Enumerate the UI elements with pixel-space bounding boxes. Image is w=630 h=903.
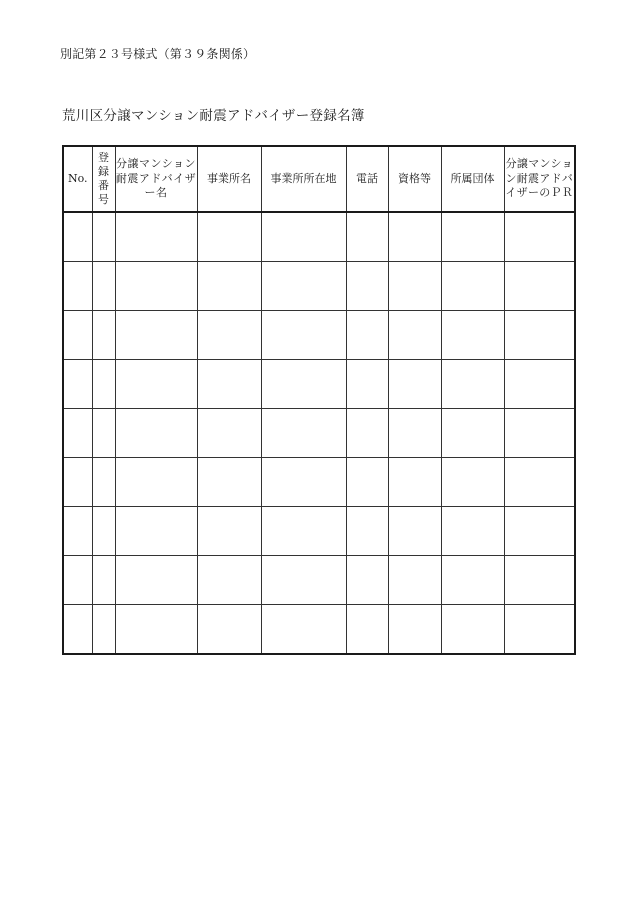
cell-registration-number — [92, 261, 115, 310]
cell-affiliated-organization — [441, 556, 504, 605]
cell-office-address — [261, 212, 346, 261]
header-registration-char: 番 — [98, 179, 109, 192]
cell-no — [63, 261, 92, 310]
cell-office-name — [197, 408, 261, 457]
cell-no — [63, 605, 92, 654]
header-office-address: 事業所所在地 — [261, 146, 346, 212]
header-advisor-name: 分譲マンション耐震アドバイザー名 — [115, 146, 197, 212]
cell-phone — [346, 310, 388, 359]
cell-advisor-name — [115, 556, 197, 605]
cell-office-name — [197, 605, 261, 654]
cell-qualifications — [388, 556, 441, 605]
cell-qualifications — [388, 359, 441, 408]
cell-office-address — [261, 556, 346, 605]
table-row — [63, 605, 575, 654]
cell-office-name — [197, 359, 261, 408]
cell-phone — [346, 556, 388, 605]
cell-no — [63, 212, 92, 261]
cell-affiliated-organization — [441, 507, 504, 556]
cell-no — [63, 359, 92, 408]
cell-office-name — [197, 212, 261, 261]
advisor-register-table — [62, 145, 576, 655]
cell-office-address — [261, 458, 346, 507]
header-no: No. — [63, 146, 92, 212]
cell-advisor-pr — [504, 605, 575, 654]
table-row — [63, 261, 575, 310]
cell-office-name — [197, 261, 261, 310]
cell-advisor-name — [115, 359, 197, 408]
cell-advisor-name — [115, 310, 197, 359]
cell-affiliated-organization — [441, 458, 504, 507]
cell-phone — [346, 458, 388, 507]
table-row — [63, 310, 575, 359]
form-reference: 別記第２３号様式（第３９条関係） — [60, 47, 256, 61]
cell-no — [63, 507, 92, 556]
table-row — [63, 458, 575, 507]
cell-office-name — [197, 458, 261, 507]
cell-advisor-name — [115, 261, 197, 310]
cell-no — [63, 458, 92, 507]
cell-registration-number — [92, 507, 115, 556]
cell-advisor-pr — [504, 556, 575, 605]
cell-affiliated-organization — [441, 359, 504, 408]
cell-phone — [346, 605, 388, 654]
cell-office-address — [261, 261, 346, 310]
cell-no — [63, 556, 92, 605]
cell-office-address — [261, 507, 346, 556]
cell-office-name — [197, 507, 261, 556]
cell-affiliated-organization — [441, 408, 504, 457]
header-affiliated-organization: 所属団体 — [441, 146, 504, 212]
cell-qualifications — [388, 458, 441, 507]
cell-registration-number — [92, 556, 115, 605]
header-registration-char: 号 — [98, 193, 109, 206]
header-registration-char: 録 — [98, 165, 109, 178]
cell-registration-number — [92, 605, 115, 654]
table-row — [63, 212, 575, 261]
cell-advisor-name — [115, 458, 197, 507]
header-registration-char: 登 — [98, 151, 109, 164]
cell-office-name — [197, 310, 261, 359]
cell-qualifications — [388, 408, 441, 457]
cell-phone — [346, 507, 388, 556]
cell-advisor-pr — [504, 458, 575, 507]
cell-qualifications — [388, 605, 441, 654]
table-row — [63, 408, 575, 457]
cell-no — [63, 310, 92, 359]
cell-phone — [346, 261, 388, 310]
header-advisor-pr: 分譲マンション耐震アドバイザーのＰＲ — [504, 146, 575, 212]
cell-registration-number — [92, 212, 115, 261]
cell-registration-number — [92, 458, 115, 507]
cell-registration-number — [92, 408, 115, 457]
cell-advisor-pr — [504, 507, 575, 556]
table-row — [63, 556, 575, 605]
cell-registration-number — [92, 310, 115, 359]
cell-phone — [346, 359, 388, 408]
cell-qualifications — [388, 212, 441, 261]
cell-no — [63, 408, 92, 457]
cell-office-address — [261, 605, 346, 654]
header-row — [63, 146, 575, 212]
cell-advisor-pr — [504, 261, 575, 310]
cell-office-name — [197, 556, 261, 605]
header-qualifications: 資格等 — [388, 146, 441, 212]
header-phone: 電話 — [346, 146, 388, 212]
cell-affiliated-organization — [441, 605, 504, 654]
cell-qualifications — [388, 261, 441, 310]
cell-office-address — [261, 359, 346, 408]
cell-advisor-name — [115, 507, 197, 556]
cell-affiliated-organization — [441, 261, 504, 310]
cell-registration-number — [92, 359, 115, 408]
cell-phone — [346, 212, 388, 261]
cell-office-address — [261, 408, 346, 457]
cell-qualifications — [388, 310, 441, 359]
header-registration-number — [92, 146, 115, 212]
register-body — [63, 212, 575, 654]
header-office-name: 事業所名 — [197, 146, 261, 212]
cell-advisor-pr — [504, 359, 575, 408]
cell-qualifications — [388, 507, 441, 556]
cell-advisor-name — [115, 408, 197, 457]
document-title: 荒川区分譲マンション耐震アドバイザー登録名簿 — [62, 108, 365, 124]
cell-affiliated-organization — [441, 310, 504, 359]
table-row — [63, 507, 575, 556]
cell-advisor-pr — [504, 212, 575, 261]
cell-advisor-pr — [504, 408, 575, 457]
cell-advisor-name — [115, 212, 197, 261]
cell-affiliated-organization — [441, 212, 504, 261]
cell-phone — [346, 408, 388, 457]
cell-advisor-name — [115, 605, 197, 654]
cell-office-address — [261, 310, 346, 359]
table-row — [63, 359, 575, 408]
cell-advisor-pr — [504, 310, 575, 359]
